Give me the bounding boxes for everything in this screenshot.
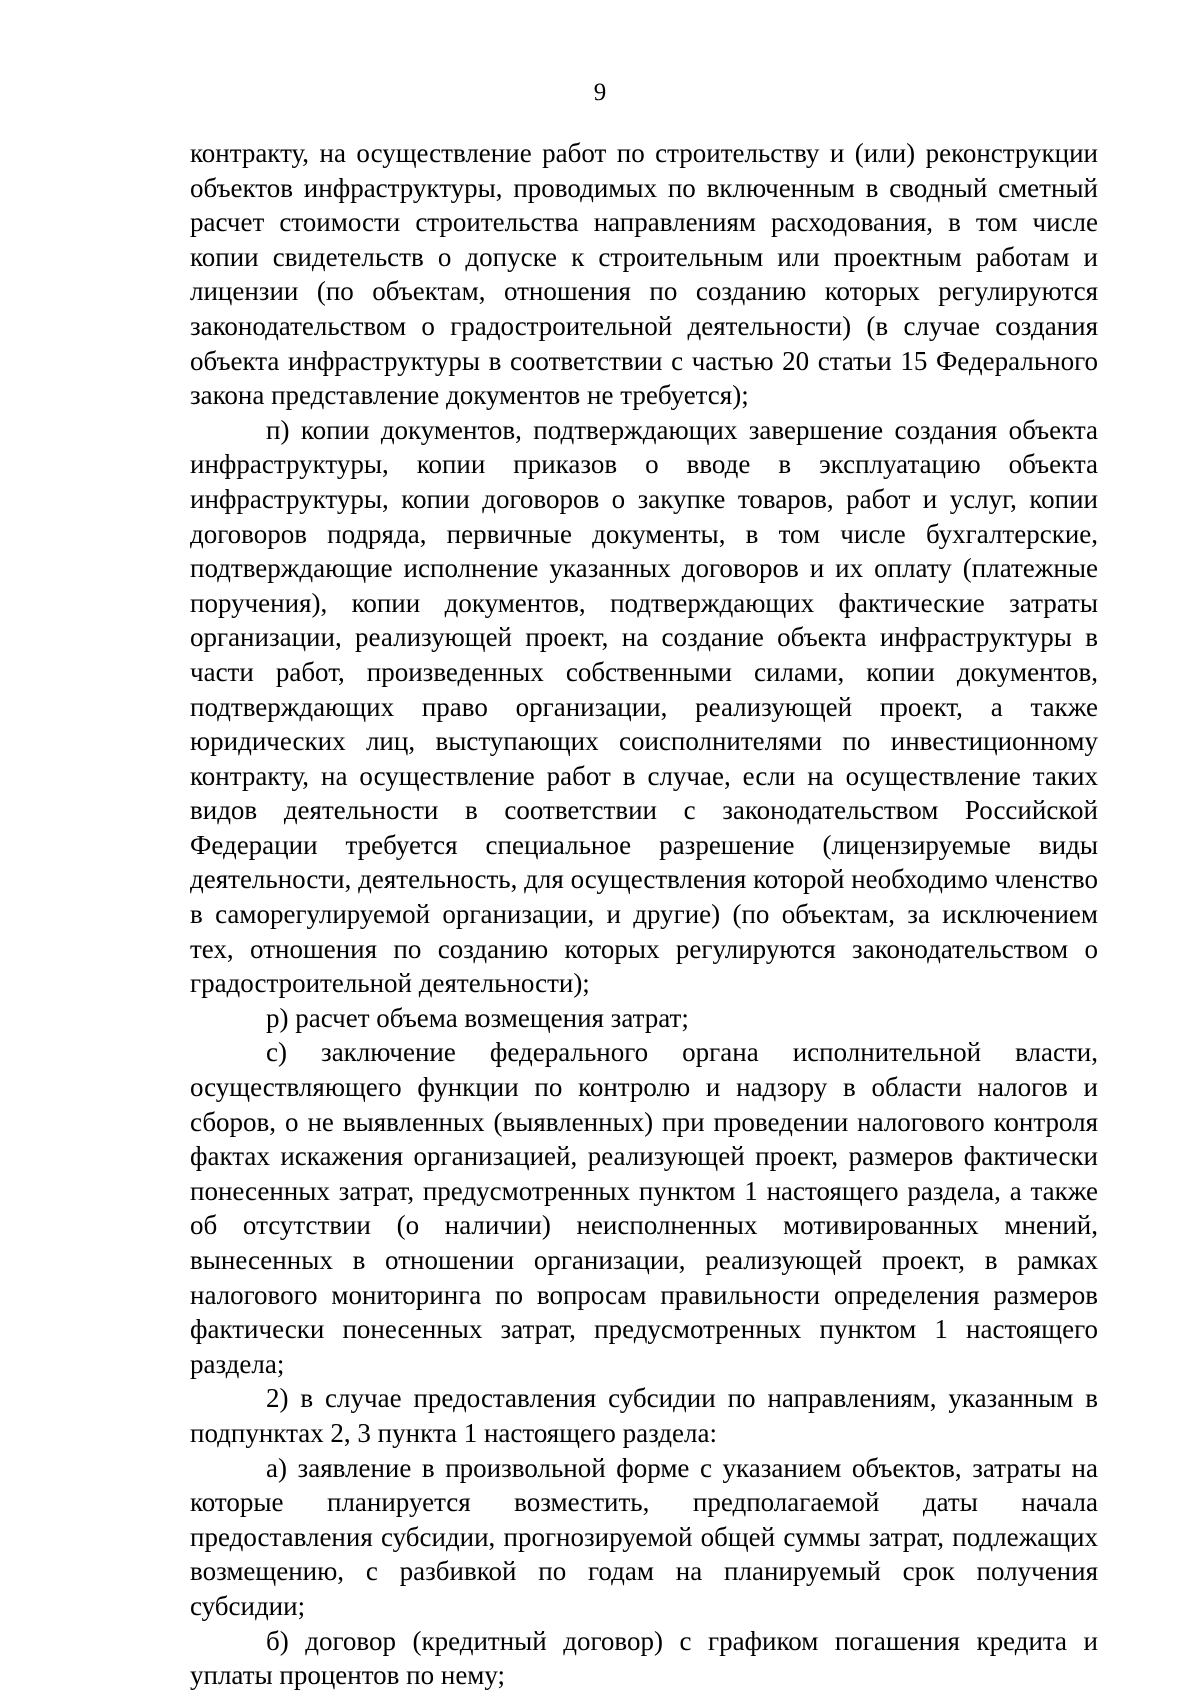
paragraph-continuation: контракту, на осуществление работ по строительству и (или) реконструкции объектов инфраструктуры, проводимых по включенным в сводный сметный расчет стоимости строительства направлениям расходования, в том числе копии свидетельств о допуске к строительным или проектным работам и лицензии (по объектам, отношения по созданию которых регулируются законодательством о градостроительной деятельности) (в случае создания объекта инфраструктуры в соответствии с частью 20 статьи 15 Федерального закона представление документов не требуется); [190, 138, 1098, 411]
paragraph-item-p: п) копии документов, подтверждающих завершение создания объекта инфраструктуры, копии приказов о вводе в эксплуатацию объекта инфраструктуры, копии договоров о закупке товаров, работ и услуг, копии договоров подряда, первичные документы, в том числе бухгалтерские, подтверждающие исполнение указанных договоров и их оплату (платежные поручения), копии документов, подтверждающих фактические затраты организации, реализующей проект, на создание объекта инфраструктуры в части работ, произведенных собственными силами, копии документов, подтверждающих право организации, реализующей проект, а также юридических лиц, выступающих соисполнителями по инвестиционному контракту, на осуществление работ в случае, если на осуществление таких видов деятельности в соответствии с законодательством Российской Федерации требуется специальное разрешение (лицензируемые виды деятельности, деятельность, для осуществления которой необходимо членство в саморегулируемой организации, и другие) (по объектам, за исключением тех, отношения по созданию которых регулируются законодательством о градостроительной деятельности); [190, 414, 1098, 999]
paragraph-item-a: а) заявление в произвольной форме с указанием объектов, затраты на которые планируется возместить, предполагаемой даты начала предоставления субсидии, прогнозируемой общей суммы затрат, подлежащих возмещению, с разбивкой по годам на планируемый срок получения субсидии; [190, 1452, 1098, 1621]
paragraph-item-r: р) расчет объема возмещения затрат; [266, 1002, 689, 1033]
page-number: 9 [593, 79, 607, 106]
paragraph-item-b: б) договор (кредитный договор) с графиком погашения кредита и уплаты процентов по нему; [190, 1625, 1098, 1691]
document-body [190, 136, 1098, 1693]
paragraph-item-s: с) заключение федерального органа исполнительной власти, осуществляющего функции по контролю и надзору в области налогов и сборов, о не выявленных (выявленных) при проведении налогового контроля фактах искажения организацией, реализующей проект, размеров фактически понесенных затрат, предусмотренных пунктом 1 настоящего раздела, а также об отсутствии (о наличии) неисполненных мотивированных мнений, вынесенных в отношении организации, реализующей проект, в рамках налогового мониторинга по вопросам правильности определения размеров фактически понесенных затрат, предусмотренных пунктом 1 настоящего раздела; [190, 1037, 1098, 1379]
paragraph-item-2: 2) в случае предоставления субсидии по направлениям, указанным в подпунктах 2, 3 пункта 1 настоящего раздела: [190, 1383, 1098, 1448]
